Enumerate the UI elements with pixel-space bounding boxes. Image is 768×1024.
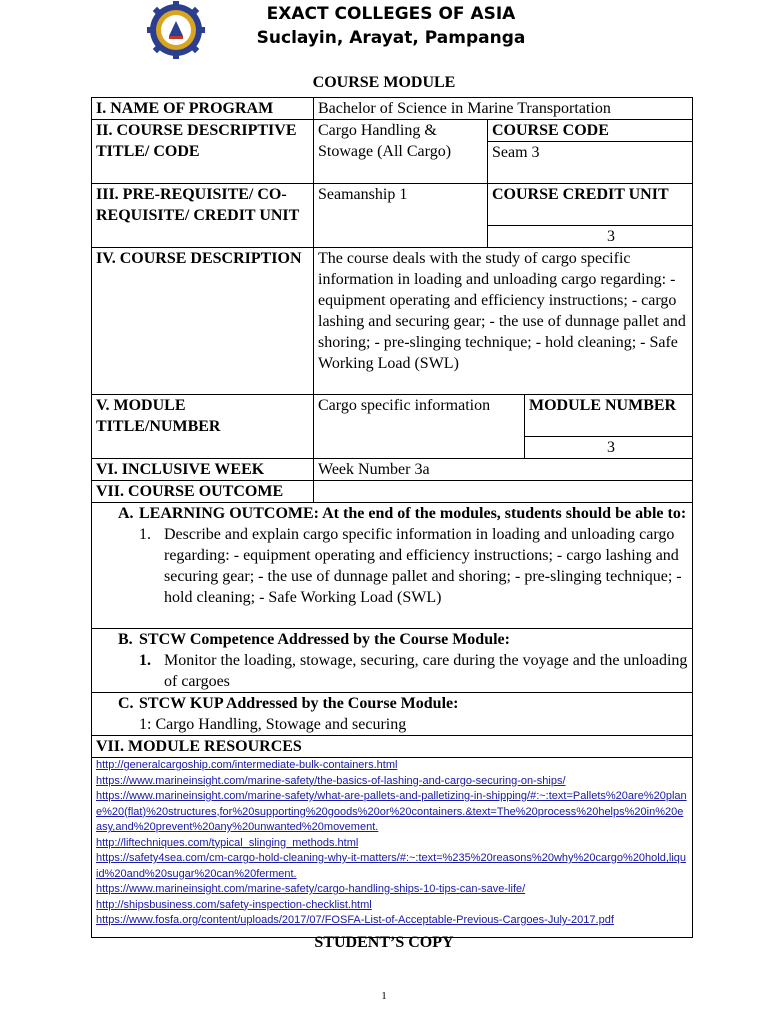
program-value: Bachelor of Science in Marine Transportation	[314, 98, 693, 120]
stcw-kup-heading: STCW KUP Addressed by the Course Module:	[139, 695, 459, 712]
resource-link[interactable]: https://www.marineinsight.com/marine-safety/the-basics-of-lashing-and-cargo-securing-on-ships/	[96, 774, 566, 787]
stcw-competence-row	[92, 629, 693, 693]
resource-link[interactable]: https://www.marineinsight.com/marine-safety/cargo-handling-ships-10-tips-can-save-life/	[96, 883, 526, 895]
module-value: Cargo specific information	[314, 395, 525, 459]
learning-outcome-heading: LEARNING OUTCOME: At the end of the modules, students should be able to:	[139, 505, 687, 522]
week-row	[92, 459, 693, 481]
school-location: Suclayin, Arayat, Pampanga	[256, 28, 526, 48]
course-title-row	[92, 120, 693, 142]
prerequisite-label: III. PRE-REQUISITE/ CO-REQUISITE/ CREDIT UNIT	[92, 184, 314, 248]
resource-link[interactable]: http://generalcargoship.com/intermediate-bulk-containers.html	[96, 759, 398, 771]
resources-label: VII. MODULE RESOURCES	[92, 736, 693, 758]
program-row	[92, 98, 693, 120]
resource-link[interactable]: http://shipsbusiness.com/safety-inspection-checklist.html	[96, 898, 372, 911]
module-number-value: 3	[525, 437, 693, 459]
stcw-competence-heading: STCW Competence Addressed by the Course Module:	[139, 631, 510, 648]
course-code-label: COURSE CODE	[488, 120, 693, 142]
resources-list	[92, 758, 693, 938]
resource-link[interactable]: https://www.fosfa.org/content/uploads/2017/07/FOSFA-List-of-Acceptable-Previous-Cargoes-July-2017.pdf	[96, 914, 614, 926]
outcome-value	[314, 481, 693, 503]
resources-label-row	[92, 736, 693, 758]
students-copy-label: STUDENT’S COPY	[314, 934, 454, 951]
week-value: Week Number 3a	[314, 459, 693, 481]
stcw-competence-marker: B.	[118, 631, 133, 648]
course-module-table	[91, 97, 693, 938]
school-seal-logo	[147, 1, 205, 59]
course-code-value: Seam 3	[488, 142, 693, 184]
stcw-competence-cell	[92, 629, 693, 693]
module-number-label: MODULE NUMBER	[525, 395, 693, 437]
module-label: V. MODULE TITLE/NUMBER	[92, 395, 314, 459]
module-title: COURSE MODULE	[312, 74, 456, 91]
stcw-competence-item: Monitor the loading, stowage, securing, care during the voyage and the unloading of cargoes	[164, 652, 688, 690]
description-label: IV. COURSE DESCRIPTION	[92, 248, 314, 395]
learning-outcome-row	[92, 503, 693, 629]
learning-outcome-item: Describe and explain cargo specific information in loading and unloading cargo regarding: - equipment operating and efficiency instructions; - cargo lashing and securing gear; - the use of dunnage pallet and shoring; - pre-slinging technique; - hold cleaning; - Safe Working Load (SWL)	[164, 526, 682, 606]
credit-unit-label: COURSE CREDIT UNIT	[488, 184, 693, 226]
week-label: VI. INCLUSIVE WEEK	[92, 459, 314, 481]
stcw-kup-cell	[92, 693, 693, 736]
resource-link[interactable]: https://www.marineinsight.com/marine-safety/what-are-pallets-and-palletizing-in-shipping/#:~:text=Pallets%20are%20plane%20(flat)%20structures,for%20supporting%20goods%20or%20containers.&text=The%20process%20helps%20in%20easy,and%20prevent%20any%20unwanted%20movement.	[96, 790, 687, 833]
school-heading	[256, 2, 526, 50]
outcome-label: VII. COURSE OUTCOME	[92, 481, 314, 503]
course-title-value: Cargo Handling & Stowage (All Cargo)	[314, 120, 488, 184]
prerequisite-value: Seamanship 1	[314, 184, 488, 248]
page-header	[0, 0, 768, 60]
credit-unit-value: 3	[488, 226, 693, 248]
program-label: I. NAME OF PROGRAM	[92, 98, 314, 120]
module-row	[92, 395, 693, 437]
course-title-label: II. COURSE DESCRIPTIVE TITLE/ CODE	[92, 120, 314, 184]
learning-outcome-cell	[92, 503, 693, 629]
prerequisite-row	[92, 184, 693, 226]
resources-row	[92, 758, 693, 938]
learning-outcome-marker: A.	[118, 505, 134, 522]
outcome-row	[92, 481, 693, 503]
page-number: 1	[381, 990, 387, 1002]
resource-link[interactable]: http://liftechniques.com/typical_slinging_methods.html	[96, 836, 359, 849]
resource-link[interactable]: https://safety4sea.com/cm-cargo-hold-cleaning-why-it-matters/#:~:text=%235%20reasons%20why%20cargo%20hold,liquid%20and%20sugar%20can%20ferment.	[96, 852, 687, 880]
description-value: The course deals with the study of cargo specific information in loading and unloading cargo regarding: - equipment operating and efficiency instructions; - cargo lashing and securing gear; - the use of dunnage pallet and shoring; - pre-slinging technique; - hold cleaning; - Safe Working Load (SWL)	[314, 248, 693, 395]
learning-outcome-item-number: 1.	[139, 526, 151, 543]
stcw-kup-marker: C.	[118, 695, 134, 712]
stcw-kup-item: 1: Cargo Handling, Stowage and securing	[139, 716, 407, 733]
school-name: EXACT COLLEGES OF ASIA	[266, 4, 516, 24]
description-row	[92, 248, 693, 395]
stcw-competence-item-number: 1.	[139, 652, 151, 669]
stcw-kup-row	[92, 693, 693, 736]
